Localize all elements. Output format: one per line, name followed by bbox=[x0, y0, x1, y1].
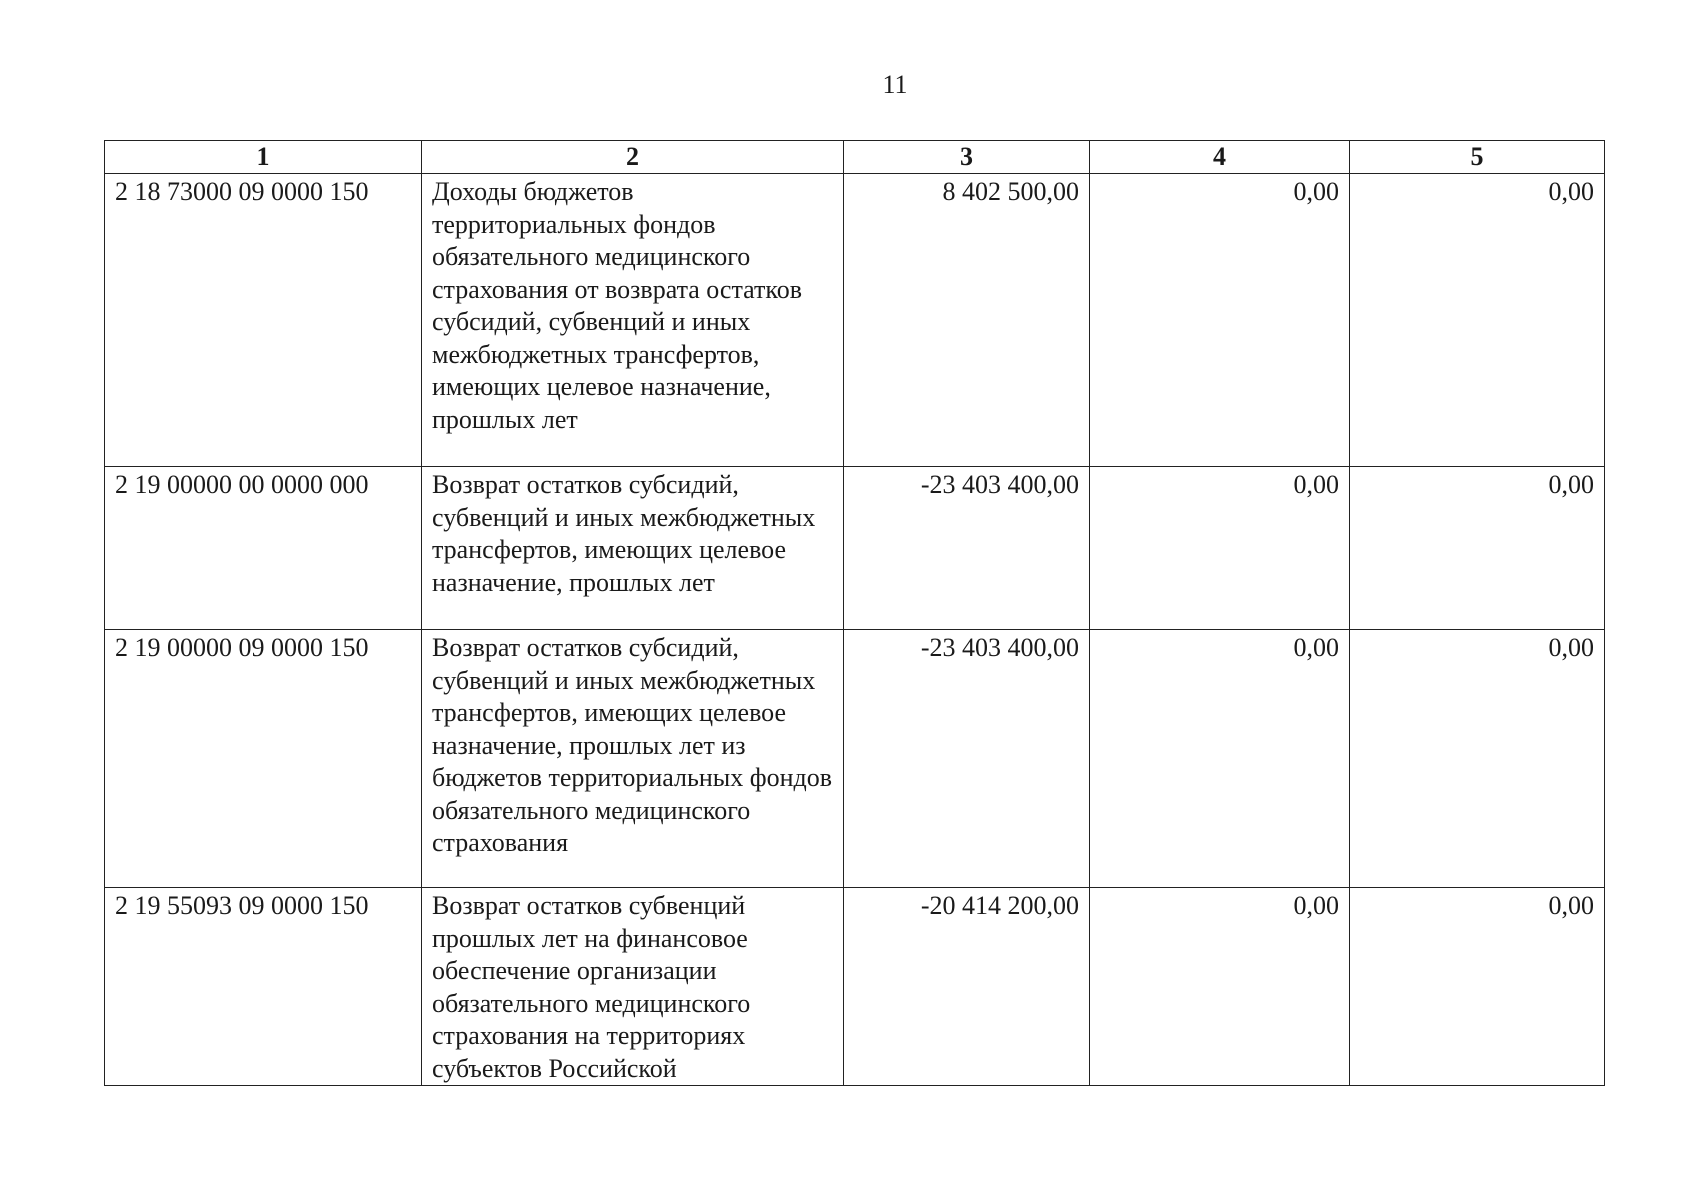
budget-code-cell: 2 18 73000 09 0000 150 bbox=[105, 174, 422, 467]
amount-col4-cell: 0,00 bbox=[1090, 467, 1350, 630]
budget-code-cell: 2 19 55093 09 0000 150 bbox=[105, 888, 422, 1086]
description-cell: Доходы бюджетов территориальных фондов обязательного медицинского страхования от возврата остатков субсидий, субвенций и иных межбюджетных трансфертов, имеющих целевое назначение, прошлых лет bbox=[422, 174, 844, 467]
column-header-5: 5 bbox=[1350, 141, 1605, 174]
budget-code-cell: 2 19 00000 09 0000 150 bbox=[105, 630, 422, 888]
amount-col5-cell: 0,00 bbox=[1350, 630, 1605, 888]
column-header-2: 2 bbox=[422, 141, 844, 174]
table-row bbox=[105, 630, 1605, 888]
budget-code-cell: 2 19 00000 00 0000 000 bbox=[105, 467, 422, 630]
amount-col5-cell: 0,00 bbox=[1350, 467, 1605, 630]
column-header-3: 3 bbox=[844, 141, 1090, 174]
description-cell: Возврат остатков субсидий, субвенций и иных межбюджетных трансфертов, имеющих целевое назначение, прошлых лет bbox=[422, 467, 844, 630]
table-row bbox=[105, 174, 1605, 467]
table-row bbox=[105, 888, 1605, 1086]
column-header-1: 1 bbox=[105, 141, 422, 174]
amount-col4-cell: 0,00 bbox=[1090, 174, 1350, 467]
table-row bbox=[105, 467, 1605, 630]
amount-col4-cell: 0,00 bbox=[1090, 630, 1350, 888]
page-number: 11 bbox=[882, 70, 908, 99]
amount-col3-cell: 8 402 500,00 bbox=[844, 174, 1090, 467]
amount-col4-cell: 0,00 bbox=[1090, 888, 1350, 1086]
amount-col3-cell: -23 403 400,00 bbox=[844, 467, 1090, 630]
table-header-row bbox=[105, 141, 1605, 174]
amount-col3-cell: -23 403 400,00 bbox=[844, 630, 1090, 888]
description-cell: Возврат остатков субсидий, субвенций и иных межбюджетных трансфертов, имеющих целевое назначение, прошлых лет из бюджетов территориальных фондов обязательного медицинского страхования bbox=[422, 630, 844, 888]
description-cell: Возврат остатков субвенций прошлых лет на финансовое обеспечение организации обязательного медицинского страхования на территориях субъектов Российской bbox=[422, 888, 844, 1086]
amount-col3-cell: -20 414 200,00 bbox=[844, 888, 1090, 1086]
budget-table bbox=[104, 140, 1605, 1086]
amount-col5-cell: 0,00 bbox=[1350, 888, 1605, 1086]
column-header-4: 4 bbox=[1090, 141, 1350, 174]
amount-col5-cell: 0,00 bbox=[1350, 174, 1605, 467]
